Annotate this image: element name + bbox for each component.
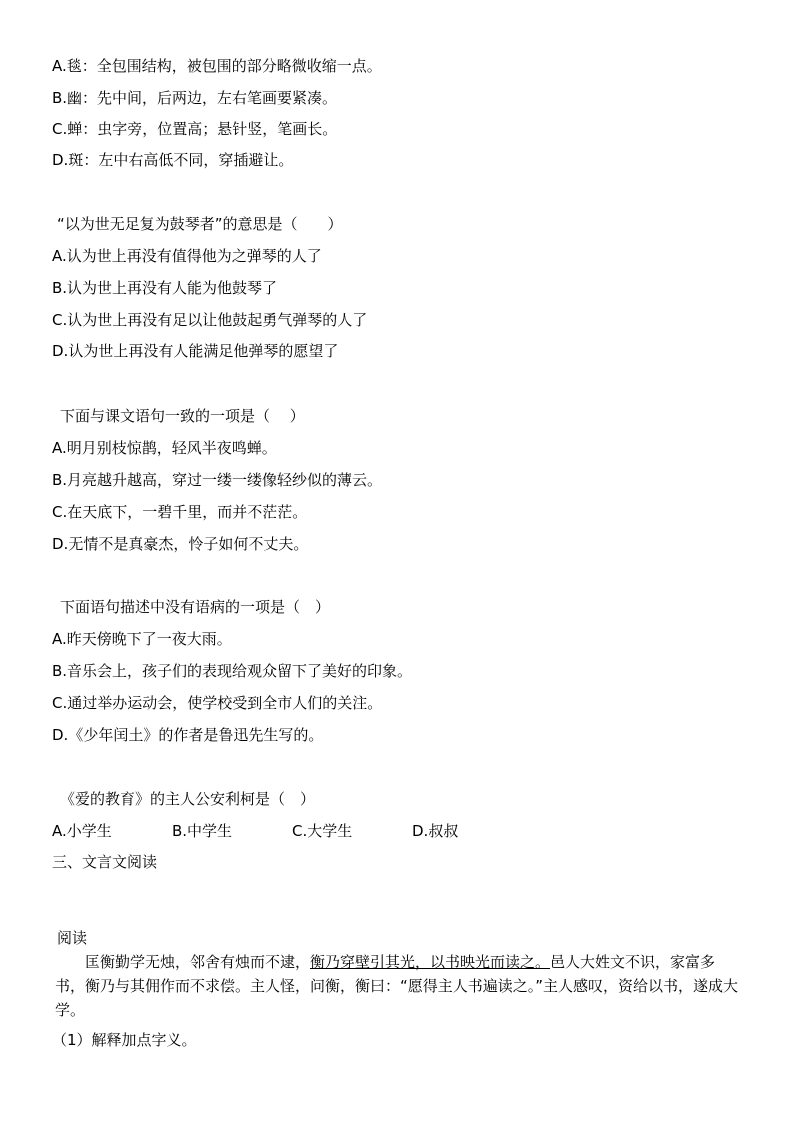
q2-option-a: A.认为世上再没有值得他为之弹琴的人了 (52, 247, 322, 265)
q5-stem: 《爱的教育》的主人公安利柯是（ ） (60, 790, 316, 808)
reading-passage (55, 950, 745, 1022)
passage-underlined-sentence: 衡乃穿壁引其光，以书映光而读之。 (310, 953, 551, 971)
q1-option-c: C.蝉：虫字旁，位置高；悬针竖，笔画长。 (52, 120, 338, 138)
q5-option-b: B.中学生 (172, 822, 233, 840)
q2-option-d: D.认为世上再没有人能满足他弹琴的愿望了 (52, 342, 339, 360)
q1-option-d: D.斑：左中右高低不同，穿插避让。 (52, 151, 294, 169)
q2-stem: “以为世无足复为鼓琴者”的意思是（ ） (57, 215, 343, 233)
q3-option-d: D.无情不是真豪杰，怜子如何不丈夫。 (52, 535, 309, 553)
q3-option-a: A.明月别枝惊鹊，轻风半夜鸣蝉。 (52, 439, 277, 457)
reading-label: 阅读 (57, 929, 88, 947)
q4-option-d: D.《少年闰土》的作者是鲁迅先生写的。 (52, 726, 324, 744)
passage-part-2: 邑人大姓文不识，家富多书，衡乃与其佣作而不求偿。主人怪，问衡，衡曰：“愿得主人书遍读之。”主人感叹，资给以书，遂成大学。 (55, 953, 739, 1019)
q1-option-a: A.毯：全包围结构，被包围的部分略微收缩一点。 (52, 57, 382, 75)
q2-option-b: B.认为世上再没有人能为他鼓琴了 (52, 279, 278, 297)
q5-option-d: D.叔叔 (412, 822, 459, 840)
q5-option-a: A.小学生 (52, 822, 112, 840)
section-heading: 三、文言文阅读 (52, 853, 158, 871)
q5-option-c: C.大学生 (292, 822, 353, 840)
q2-option-c: C.认为世上再没有足以让他鼓起勇气弹琴的人了 (52, 311, 368, 329)
passage-part-1: 匡衡勤学无烛，邻舍有烛而不逮， (85, 953, 311, 971)
q4-option-c: C.通过举办运动会，使学校受到全市人们的关注。 (52, 694, 383, 712)
q4-option-a: A.昨天傍晚下了一夜大雨。 (52, 630, 232, 648)
q4-option-b: B.音乐会上，孩子们的表现给观众留下了美好的印象。 (52, 662, 413, 680)
sub-question-1: （1）解释加点字义。 (52, 1031, 197, 1049)
q3-option-c: C.在天底下，一碧千里，而并不茫茫。 (52, 503, 308, 521)
q1-option-b: B.幽：先中间，后两边，左右笔画要紧凑。 (52, 89, 338, 107)
q3-stem: 下面与课文语句一致的一项是（ ） (60, 407, 305, 425)
q4-stem: 下面语句描述中没有语病的一项是（ ） (60, 598, 331, 616)
q3-option-b: B.月亮越升越高，穿过一缕一缕像轻纱似的薄云。 (52, 471, 383, 489)
